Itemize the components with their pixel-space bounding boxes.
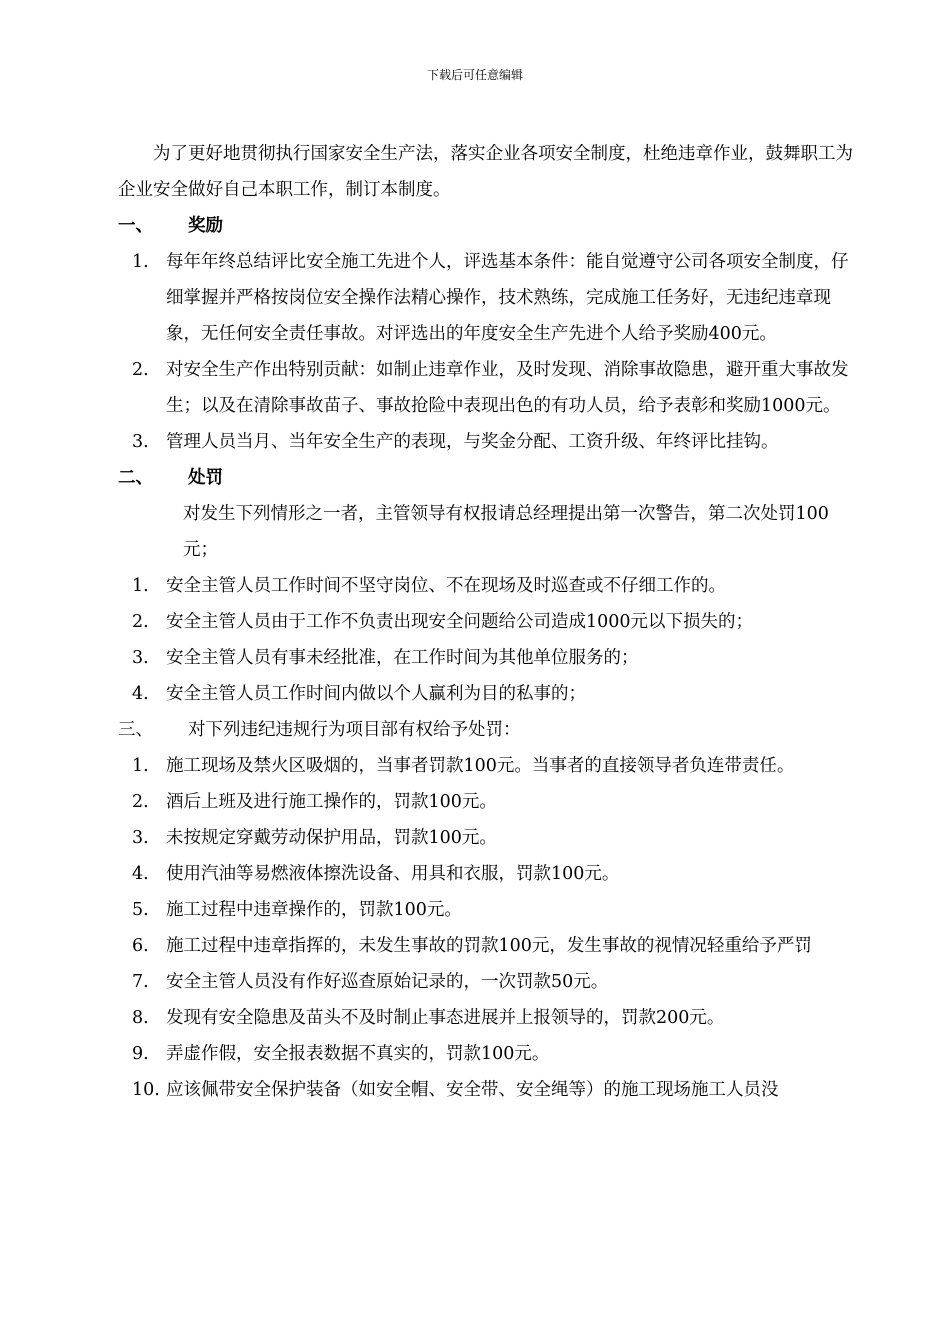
section-2-number: 二、 xyxy=(118,468,153,488)
item-number: 3. xyxy=(132,648,149,668)
section-2-intro: 对发生下列情形之一者，主管领导有权报请总经理提出第一次警告，第二次处罚100元； xyxy=(183,504,829,560)
section-1-number: 一、 xyxy=(118,216,153,236)
item-text: 管理人员当月、当年安全生产的表现，与奖金分配、工资升级、年终评比挂钩。 xyxy=(166,432,779,452)
item-text: 应该佩带安全保护装备（如安全帽、安全带、安全绳等）的施工现场施工人员没 xyxy=(166,1080,779,1100)
item-text: 发现有安全隐患及苗头不及时制止事态进展并上报领导的，罚款200元。 xyxy=(166,1008,725,1028)
list-item xyxy=(118,604,858,640)
section-1-list xyxy=(118,244,858,460)
item-number: 8. xyxy=(132,1008,149,1028)
item-text: 安全主管人员有事未经批准，在工作时间为其他单位服务的； xyxy=(166,648,639,668)
intro-paragraph: 为了更好地贯彻执行国家安全生产法，落实企业各项安全制度，杜绝违章作业，鼓舞职工为企业安全做好自己本职工作，制订本制度。 xyxy=(118,144,853,200)
item-number: 2. xyxy=(132,612,149,632)
item-text: 未按规定穿戴劳动保护用品，罚款100元。 xyxy=(166,828,497,848)
list-item xyxy=(118,856,858,892)
section-1-heading xyxy=(118,208,858,244)
list-item xyxy=(118,640,858,676)
item-number: 7. xyxy=(132,972,149,992)
list-item xyxy=(118,748,858,784)
item-number: 6. xyxy=(132,936,149,956)
list-item xyxy=(118,1036,858,1072)
item-number: 1. xyxy=(132,252,149,272)
section-2-list xyxy=(118,568,858,712)
item-text: 弄虚作假，安全报表数据不真实的，罚款100元。 xyxy=(166,1044,550,1064)
item-text: 施工过程中违章指挥的，未发生事故的罚款100元，发生事故的视情况轻重给予严罚 xyxy=(166,936,812,956)
section-1-title: 奖励 xyxy=(188,216,223,236)
item-text: 安全主管人员没有作好巡查原始记录的，一次罚款50元。 xyxy=(166,972,609,992)
item-number: 2. xyxy=(132,360,149,380)
item-text: 对安全生产作出特别贡献：如制止违章作业，及时发现、消除事故隐患，避开重大事故发生；以及在清除事故苗子、事故抢险中表现出色的有功人员，给予表彰和奖励1000元。 xyxy=(166,360,849,416)
item-number: 5. xyxy=(132,900,149,920)
list-item xyxy=(118,964,858,1000)
item-number: 3. xyxy=(132,432,149,452)
item-number: 2. xyxy=(132,792,149,812)
section-3-heading xyxy=(118,712,858,748)
item-number: 3. xyxy=(132,828,149,848)
section-3-title: 对下列违纪违规行为项目部有权给予处罚： xyxy=(188,720,521,740)
item-number: 4. xyxy=(132,684,149,704)
list-item xyxy=(118,424,858,460)
section-3-list xyxy=(118,748,858,1108)
section-2-heading xyxy=(118,460,858,496)
list-item xyxy=(118,1000,858,1036)
section-3-number: 三、 xyxy=(118,720,153,740)
item-text: 施工现场及禁火区吸烟的，当事者罚款100元。当事者的直接领导者负连带责任。 xyxy=(166,756,795,776)
item-text: 安全主管人员工作时间不坚守岗位、不在现场及时巡查或不仔细工作的。 xyxy=(166,576,726,596)
list-item xyxy=(118,1072,858,1108)
list-item xyxy=(118,352,858,424)
section-2-title: 处罚 xyxy=(188,468,223,488)
item-text: 安全主管人员由于工作不负责出现安全问题给公司造成1000元以下损失的； xyxy=(166,612,754,632)
list-item xyxy=(118,928,858,964)
list-item xyxy=(118,244,858,352)
item-text: 使用汽油等易燃液体擦洗设备、用具和衣服，罚款100元。 xyxy=(166,864,620,884)
item-number: 1. xyxy=(132,576,149,596)
item-number: 4. xyxy=(132,864,149,884)
item-number: 9. xyxy=(132,1044,149,1064)
list-item xyxy=(118,820,858,856)
list-item xyxy=(118,892,858,928)
list-item xyxy=(118,676,858,712)
item-text: 酒后上班及进行施工操作的，罚款100元。 xyxy=(166,792,497,812)
item-text: 施工过程中违章操作的，罚款100元。 xyxy=(166,900,462,920)
document-body xyxy=(118,136,858,1108)
item-number: 10. xyxy=(132,1080,160,1100)
list-item xyxy=(118,784,858,820)
item-number: 1. xyxy=(132,756,149,776)
page-header: 下载后可任意编辑 xyxy=(426,68,523,82)
list-item xyxy=(118,568,858,604)
item-text: 安全主管人员工作时间内做以个人赢利为目的私事的； xyxy=(166,684,586,704)
item-text: 每年年终总结评比安全施工先进个人，评选基本条件：能自觉遵守公司各项安全制度，仔细掌握并严格按岗位安全操作法精心操作，技术熟练，完成施工任务好，无违纪违章现象，无任何安全责任事故。对评选出的年度安全生产先进个人给予奖励400元。 xyxy=(166,252,849,344)
